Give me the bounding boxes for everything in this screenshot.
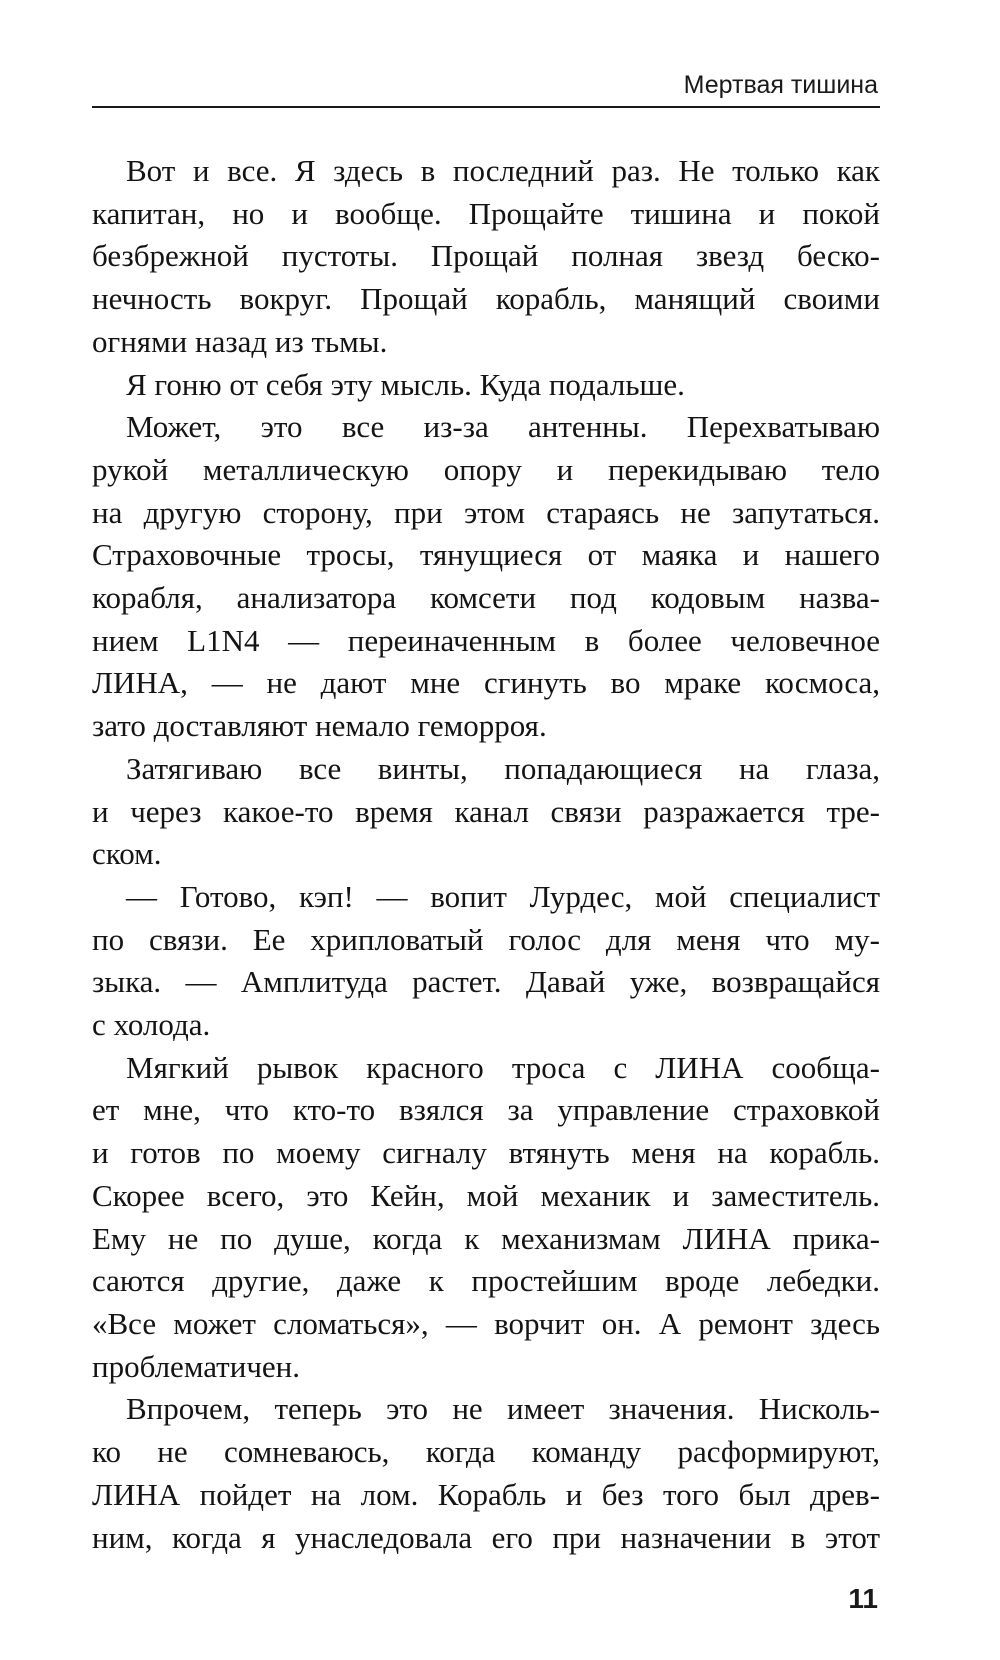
text-line: ко не сомневаюсь, когда команду расформируют, xyxy=(92,1434,880,1470)
page-number: 11 xyxy=(848,1583,878,1614)
text-line: рукой металлическую опору и перекидываю тело xyxy=(92,451,880,487)
text-line: на другую сторону, при этом стараясь не запутаться. xyxy=(92,494,880,530)
paragraph xyxy=(92,1388,880,1559)
text-line: Я гоню от себя эту мысль. Куда подальше. xyxy=(126,366,685,402)
text-line: Страховочные тросы, тянущиеся от маяка и нашего xyxy=(92,537,880,573)
paragraph xyxy=(92,1047,880,1389)
book-title: Мертвая тишина xyxy=(683,71,878,99)
text-line: нием L1N4 — переиначенным в более человечное xyxy=(92,622,880,658)
text-line: Скорее всего, это Кейн, мой механик и заместитель. xyxy=(92,1177,880,1213)
paragraph xyxy=(92,364,880,407)
text-line: безбрежной пустоты. Прощай полная звезд беско- xyxy=(92,238,880,274)
paragraph xyxy=(92,876,880,1047)
paragraph xyxy=(92,406,880,748)
text-line: по связи. Ее хрипловатый голос для меня что му- xyxy=(92,921,880,957)
text-line: Ему не по душе, когда к механизмам ЛИНА прика- xyxy=(92,1220,880,1256)
body-text xyxy=(92,150,880,1559)
text-line: ском. xyxy=(92,836,162,872)
text-line: с холода. xyxy=(92,1007,211,1043)
text-line: капитан, но и вообще. Прощайте тишина и покой xyxy=(92,195,880,231)
running-head xyxy=(92,72,880,108)
text-line: ЛИНА пойдет на лом. Корабль и без того был древ- xyxy=(92,1476,880,1512)
text-line: саются другие, даже к простейшим вроде лебедки. xyxy=(92,1263,880,1299)
text-line: ЛИНА, — не дают мне сгинуть во мраке космоса, xyxy=(92,665,880,701)
text-line: Вот и все. Я здесь в последний раз. Не только как xyxy=(126,153,880,188)
paragraph xyxy=(92,150,880,364)
text-line: Мягкий рывок красного троса с ЛИНА сообща- xyxy=(126,1049,880,1085)
text-line: и готов по моему сигналу втянуть меня на корабль. xyxy=(92,1135,880,1171)
text-line: проблематичен. xyxy=(92,1348,301,1384)
text-line: Может, это все из-за антенны. Перехватываю xyxy=(126,409,880,445)
text-line: Впрочем, теперь это не имеет значения. Нисколь- xyxy=(126,1391,880,1427)
paragraph xyxy=(92,748,880,876)
text-line: Затягиваю все винты, попадающиеся на глаза, xyxy=(126,750,880,786)
text-line: огнями назад из тьмы. xyxy=(92,323,388,359)
text-line: ет мне, что кто-то взялся за управление страховкой xyxy=(92,1092,880,1128)
text-line: нечность вокруг. Прощай корабль, манящий своими xyxy=(92,281,880,317)
text-line: «Все может сломаться», — ворчит он. А ремонт здесь xyxy=(92,1305,880,1341)
text-line: — Готово, кэп! — вопит Лурдес, мой специалист xyxy=(126,878,880,914)
text-line: корабля, анализатора комсети под кодовым назва- xyxy=(92,580,880,616)
text-line: ним, когда я унаследовала его при назначении в этот xyxy=(92,1519,880,1555)
text-line: зыка. — Амплитуда растет. Давай уже, возвращайся xyxy=(92,964,880,1000)
text-line: и через какое-то время канал связи разражается тре- xyxy=(92,793,880,829)
text-line: зато доставляют немало геморроя. xyxy=(92,708,547,744)
